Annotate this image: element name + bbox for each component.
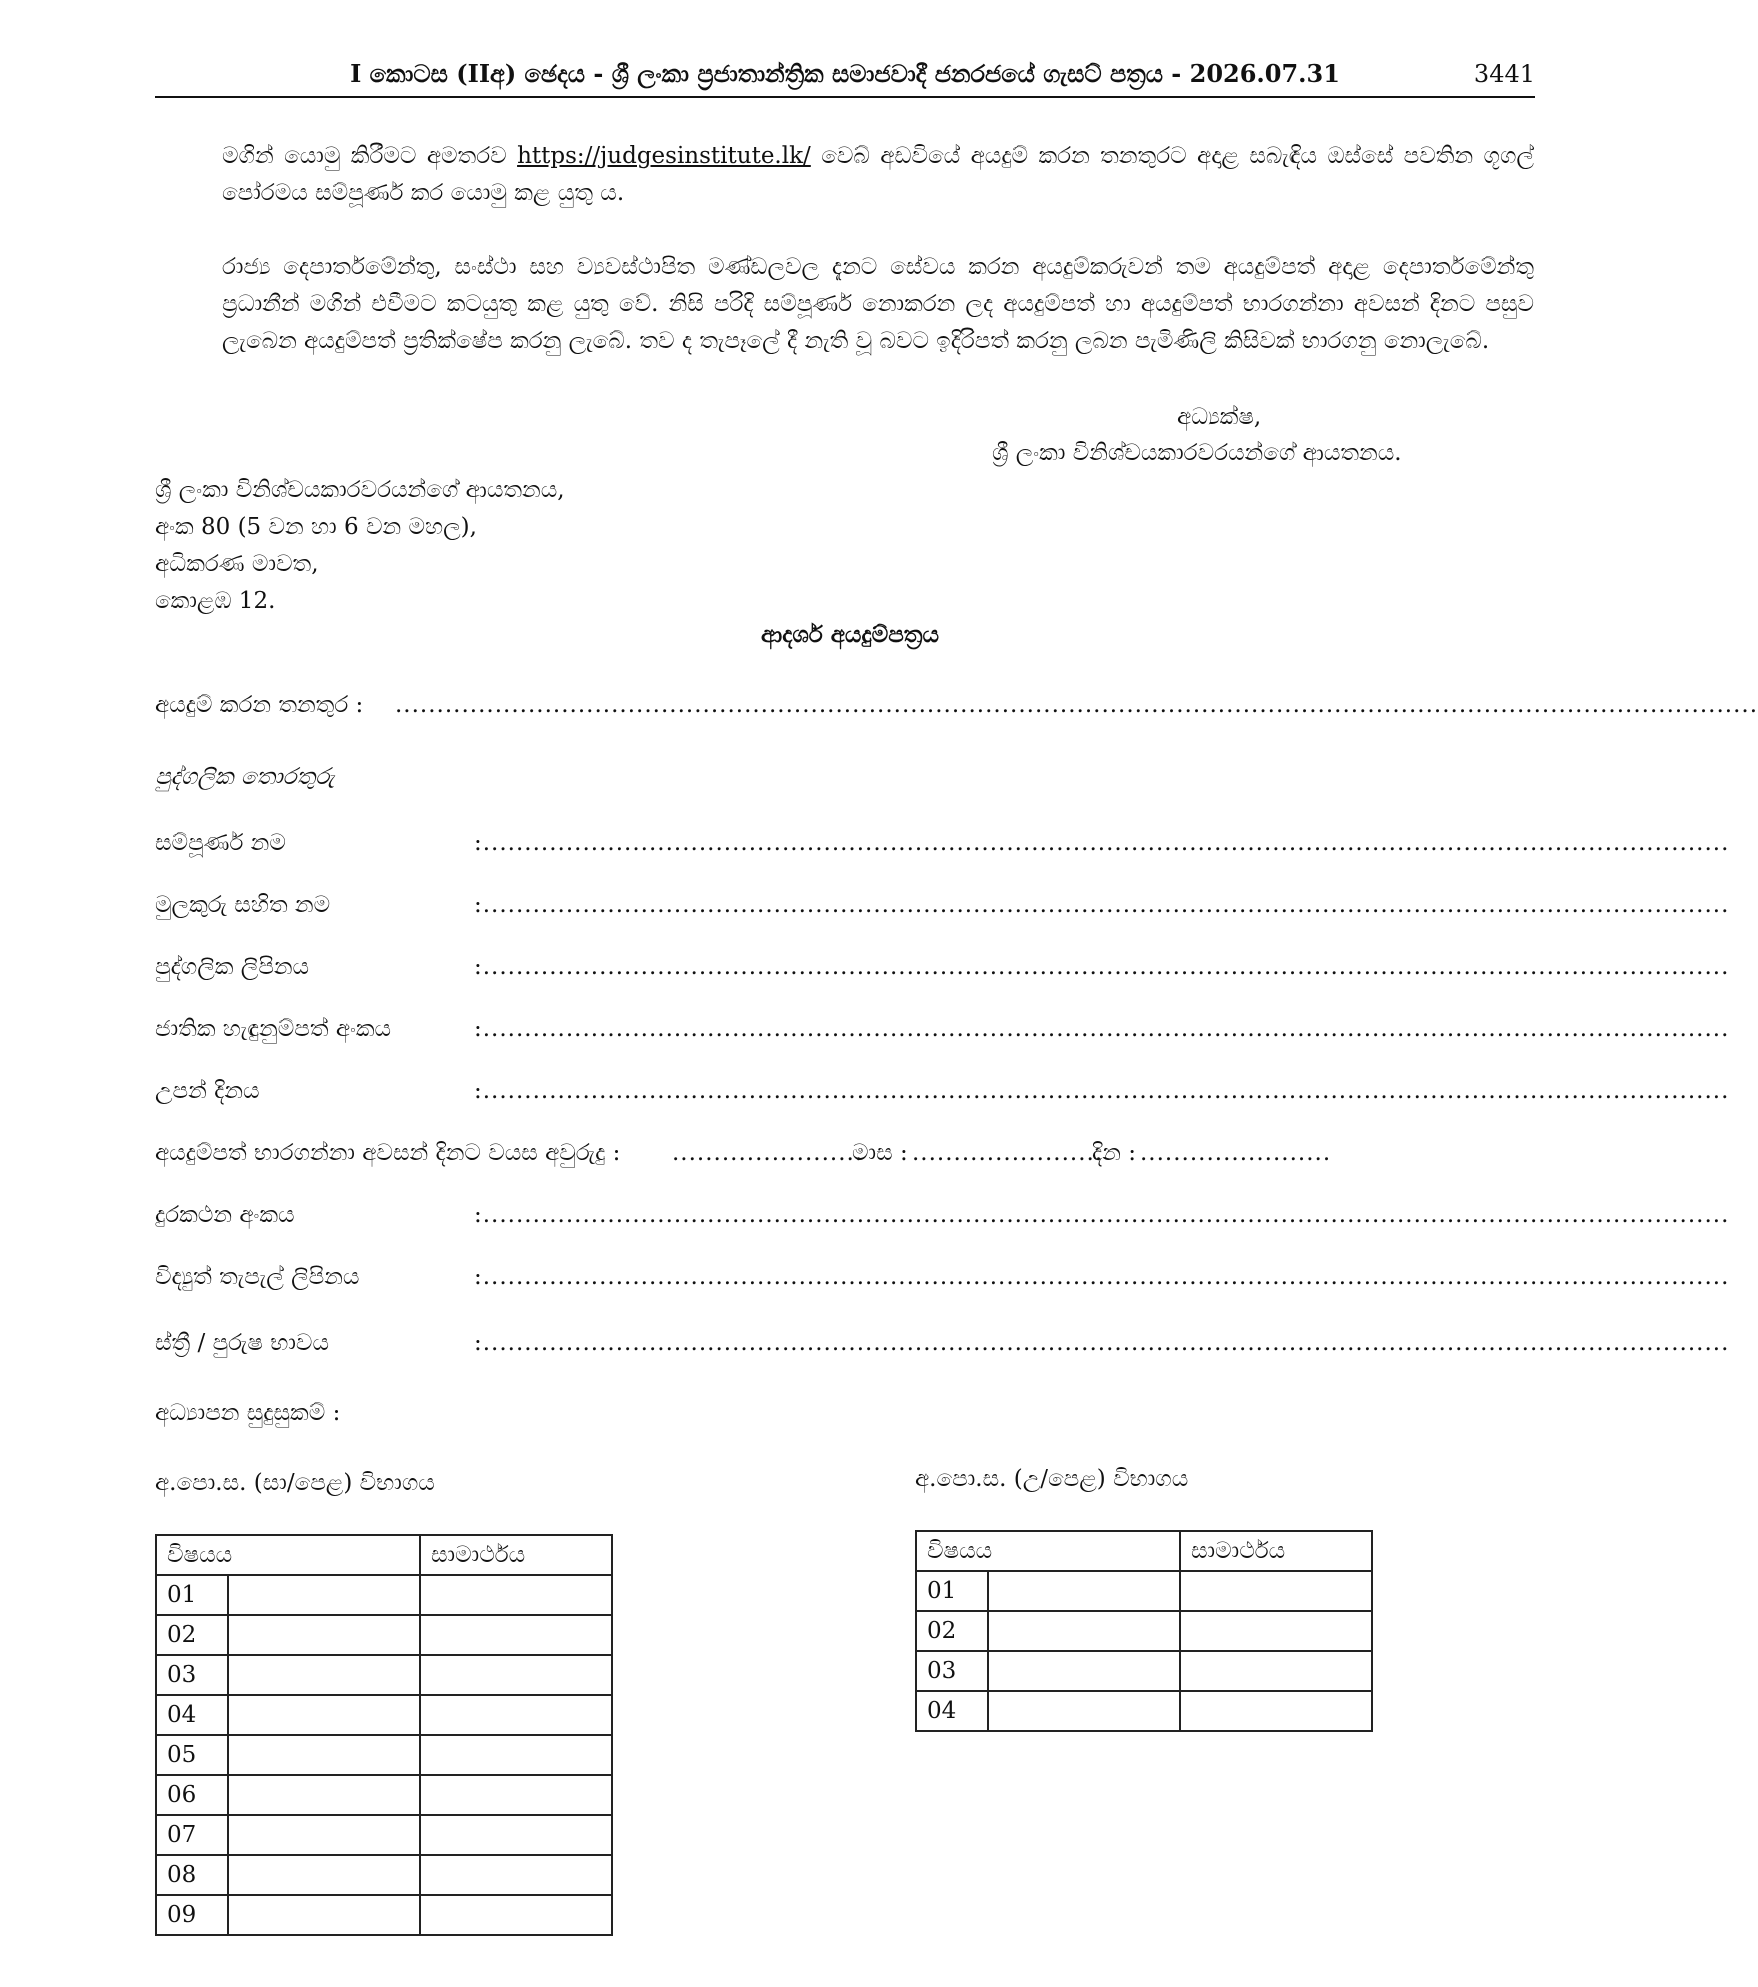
table-row (156, 1775, 612, 1815)
gender-label: ස්ත්‍රී / පුරුෂ භාවය (155, 1330, 330, 1356)
row-number: 02 (916, 1611, 988, 1651)
subject-cell[interactable] (988, 1611, 1180, 1651)
subject-cell[interactable] (228, 1575, 420, 1615)
nic-number-label: ජාතික හැඳුනුම්පත් අංකය (155, 1016, 392, 1042)
subject-cell[interactable] (228, 1735, 420, 1775)
telephone-field[interactable]: :...................................................................................................................................................... (474, 1202, 1730, 1228)
institute-website-link[interactable]: https://judgesinstitute.lk/ (517, 143, 811, 169)
full-name-label: සම්පූර්ණ නම (155, 830, 286, 856)
grade-cell[interactable] (1180, 1651, 1372, 1691)
personal-address-label: පුද්ගලික ලිපිනය (155, 954, 310, 980)
table-header-row (156, 1535, 612, 1575)
al-exam-title: අ.පො.ස. (උ/පෙළ) විභාගය (915, 1466, 1189, 1492)
table-header-row (916, 1531, 1372, 1571)
subject-cell[interactable] (228, 1695, 420, 1735)
grade-cell[interactable] (420, 1815, 612, 1855)
row-number: 07 (156, 1815, 228, 1855)
subject-cell[interactable] (228, 1655, 420, 1695)
row-number: 01 (156, 1575, 228, 1615)
row-number: 04 (916, 1691, 988, 1731)
form-title: ආදර්ශ අයදුම්පත්‍රය (760, 621, 939, 648)
subject-column-header: විෂයය (916, 1531, 1180, 1571)
row-number: 01 (916, 1571, 988, 1611)
ol-exam-title: අ.පො.ස. (සා/පෙළ) විභාගය (155, 1470, 435, 1496)
subject-cell[interactable] (228, 1895, 420, 1935)
grade-column-header: සාමාර්ථය (1180, 1531, 1372, 1571)
name-with-initials-label: මුලකුරු සහිත නම (155, 892, 331, 918)
telephone-label: දුරකථන අංකය (155, 1202, 295, 1228)
name-with-initials-field[interactable]: :...................................................................................................................................................... (474, 892, 1730, 918)
al-results-table (915, 1530, 1373, 1732)
subject-cell[interactable] (228, 1775, 420, 1815)
row-number: 08 (156, 1855, 228, 1895)
row-number: 03 (916, 1651, 988, 1691)
date-of-birth-field[interactable]: :...................................................................................................................................................... (474, 1078, 1730, 1104)
age-days-label: දින : (1092, 1140, 1136, 1166)
grade-column-header: සාමාර්ථය (420, 1535, 612, 1575)
post-applied-label: අයදුම් කරන තනතුර : (155, 692, 364, 718)
table-row (916, 1571, 1372, 1611)
age-days-field[interactable]: ....................... (1140, 1140, 1332, 1166)
age-years-label: අයදුම්පත් භාරගන්නා අවසන් දිනට වයස අවුරුදු : (155, 1140, 621, 1166)
paragraph-instructions: රාජ්‍ය දෙපාර්තමේන්තු, සංස්ථා සහ ව්‍යවස්ථාපිත මණ්ඩලවල දැනට සේවය කරන අයදුම්කරුවන් තම අයදුම්පත් අදාළ දෙපාර්තමේන්තු ප්‍රධානීන් මගින් එවීමට කටයුතු කළ යුතු වේ. නිසි පරිදි සම්පූර්ණ නොකරන ලද අයදුම්පත් හා අයදුම්පත් භාරගන්නා අවසන් දිනට පසුව ලැබෙන අයදුම්පත් ප්‍රතික්ෂේප කරනු ලැබේ. තව ද තැපෑලේ දී නැති වූ බවට ඉදිරිපත් කරනු ලබන පැමිණිලි කිසිවක් භාරගනු නොලැබේ. (222, 254, 1534, 354)
header-title: I කොටස (IIඅ) ඡෙදය - ශ්‍රී ලංකා ප්‍රජාතාන්ත්‍රික සමාජවාදී ජනරජයේ ගැසට් පත්‍රය - 2026.07.31 (350, 59, 1340, 88)
paragraph-text: වෙබ් අඩවියේ අයදුම් කරන තනතුරට අදාළ සබැඳිය ඔස්සේ පවතින ගූගල් පෝරමය සම්පූර්ණ කර යොමු කළ යුතු ය. (222, 143, 1534, 206)
date-of-birth-label: උපන් දිනය (155, 1078, 260, 1104)
grade-cell[interactable] (1180, 1691, 1372, 1731)
subject-cell[interactable] (988, 1571, 1180, 1611)
table-row (916, 1611, 1372, 1651)
table-row (916, 1691, 1372, 1731)
grade-cell[interactable] (420, 1655, 612, 1695)
grade-cell[interactable] (420, 1895, 612, 1935)
education-heading: අධ්‍යාපන සුදුසුකම් : (155, 1400, 341, 1426)
table-row (916, 1651, 1372, 1691)
grade-cell[interactable] (420, 1695, 612, 1735)
row-number: 03 (156, 1655, 228, 1695)
table-row (156, 1895, 612, 1935)
email-field[interactable]: :...................................................................................................................................................... (474, 1264, 1730, 1290)
subject-cell[interactable] (228, 1855, 420, 1895)
ol-results-table (155, 1534, 613, 1936)
address-block (155, 472, 565, 620)
row-number: 04 (156, 1695, 228, 1735)
signature-institute: ශ්‍රී ලංකා විනිශ්චයකාරවරයන්ගේ ආයතනය. (992, 440, 1402, 466)
subject-cell[interactable] (228, 1615, 420, 1655)
grade-cell[interactable] (420, 1855, 612, 1895)
table-row (156, 1615, 612, 1655)
table-row (156, 1695, 612, 1735)
full-name-field[interactable]: :...................................................................................................................................................... (474, 830, 1730, 856)
table-row (156, 1855, 612, 1895)
grade-cell[interactable] (420, 1735, 612, 1775)
grade-cell[interactable] (1180, 1571, 1372, 1611)
row-number: 05 (156, 1735, 228, 1775)
signature-role: අධ්‍යක්ෂ, (1177, 404, 1262, 430)
row-number: 06 (156, 1775, 228, 1815)
grade-cell[interactable] (420, 1615, 612, 1655)
gender-field[interactable]: :...................................................................................................................................................... (474, 1330, 1730, 1356)
subject-cell[interactable] (228, 1815, 420, 1855)
nic-number-field[interactable]: :...................................................................................................................................................... (474, 1016, 1730, 1042)
table-row (156, 1815, 612, 1855)
email-label: විද්‍යුත් තැපැල් ලිපිනය (155, 1264, 360, 1290)
page-header (155, 56, 1535, 98)
age-years-field[interactable]: ....................... (672, 1140, 864, 1166)
table-row (156, 1575, 612, 1615)
subject-cell[interactable] (988, 1691, 1180, 1731)
post-applied-field[interactable]: .................................................................................................................................................................... (395, 692, 1758, 718)
subject-column-header: විෂයය (156, 1535, 420, 1575)
age-months-label: මාස : (852, 1140, 908, 1166)
row-number: 09 (156, 1895, 228, 1935)
table-row (156, 1735, 612, 1775)
subject-cell[interactable] (988, 1651, 1180, 1691)
grade-cell[interactable] (420, 1775, 612, 1815)
personal-address-field[interactable]: :...................................................................................................................................................... (474, 954, 1730, 980)
page-number: 3441 (1473, 60, 1535, 88)
grade-cell[interactable] (1180, 1611, 1372, 1651)
address-line: ශ්‍රී ලංකා විනිශ්චයකාරවරයන්ගේ ආයතනය, (155, 477, 565, 503)
address-line: අධිකරණ මාවත, (155, 551, 319, 577)
paragraph-text: මගින් යොමු කිරීමට අමතරව (222, 143, 518, 169)
age-months-field[interactable]: ....................... (912, 1140, 1104, 1166)
paragraph-submission (222, 138, 1534, 212)
address-line: අංක 80 (5 වන හා 6 වන මහල), (155, 514, 477, 540)
table-row (156, 1655, 612, 1695)
personal-info-heading: පුද්ගලික තොරතුරු (155, 764, 335, 790)
grade-cell[interactable] (420, 1575, 612, 1615)
row-number: 02 (156, 1615, 228, 1655)
address-line: කොළඹ 12. (155, 588, 276, 614)
